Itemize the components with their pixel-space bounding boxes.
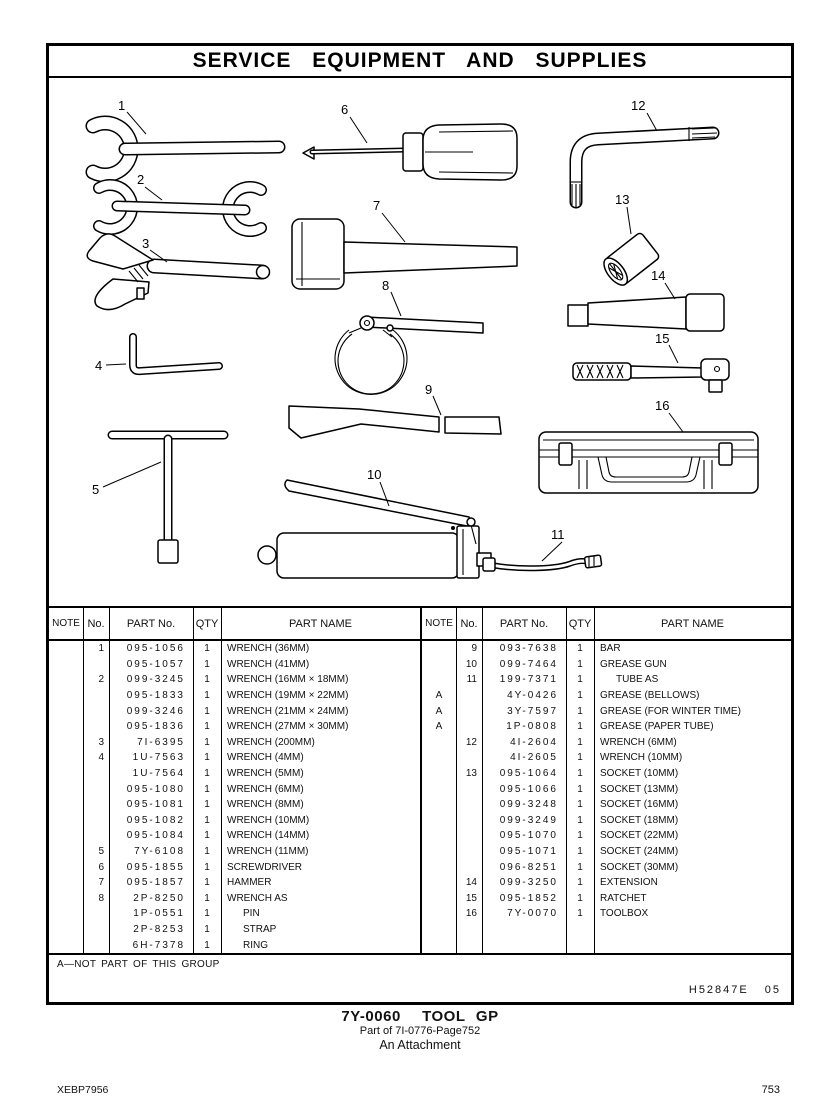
cell-qty: 1 xyxy=(577,705,583,717)
cell-no: 7 xyxy=(98,877,104,889)
table-row xyxy=(422,828,791,844)
cell-qty: 1 xyxy=(204,939,210,951)
table-row xyxy=(422,672,791,688)
cell-part-no: 095-1857 xyxy=(126,877,185,889)
figure-double-open-end-wrench xyxy=(99,172,261,231)
cell-part-name: GREASE (BELLOWS) xyxy=(600,690,700,702)
cell-part-name: WRENCH (27MM × 30MM) xyxy=(227,721,349,733)
table-row xyxy=(49,813,420,829)
table-row xyxy=(49,922,420,938)
footnote-area xyxy=(49,955,791,1002)
cell-part-no: 1U-7564 xyxy=(132,768,185,780)
figure-toolbox xyxy=(539,398,758,493)
figure-filter-wrench xyxy=(335,278,483,394)
cell-qty: 1 xyxy=(204,768,210,780)
figure-bar xyxy=(289,382,501,438)
cell-part-name: WRENCH (21MM × 24MM) xyxy=(227,705,349,717)
table-row xyxy=(422,750,791,766)
table-row xyxy=(49,828,420,844)
cell-no: 15 xyxy=(465,892,477,904)
table-row xyxy=(422,657,791,673)
cell-qty: 1 xyxy=(204,705,210,717)
doc-reference xyxy=(689,984,781,996)
callout-4-label: 4 xyxy=(95,358,103,373)
figure-grease-tube xyxy=(483,527,602,571)
cell-qty: 1 xyxy=(577,736,583,748)
cell-part-no: 095-1836 xyxy=(126,721,185,733)
cell-part-no: 095-1081 xyxy=(126,799,185,811)
cell-qty: 1 xyxy=(577,877,583,889)
cell-part-no: 099-3250 xyxy=(499,877,558,889)
cell-part-no: 1P-0551 xyxy=(133,908,185,920)
callout-9-leader xyxy=(433,396,441,415)
cell-note: A xyxy=(435,705,443,717)
callout-13-label: 13 xyxy=(615,192,630,207)
table-header xyxy=(49,608,420,641)
cell-qty: 1 xyxy=(204,799,210,811)
callout-16-leader xyxy=(669,413,683,432)
cell-part-no: 1U-7563 xyxy=(132,752,185,764)
col-no: No. xyxy=(460,617,478,630)
table-row xyxy=(422,844,791,860)
cell-qty: 1 xyxy=(577,830,583,842)
callout-4-leader xyxy=(106,364,126,365)
cell-part-no: 095-1080 xyxy=(126,783,185,795)
form-number: XEBP7956 xyxy=(57,1084,109,1096)
cell-part-no: 095-1071 xyxy=(499,846,558,858)
cell-qty: 1 xyxy=(204,877,210,889)
cell-part-name: STRAP xyxy=(243,923,277,935)
callout-8-leader xyxy=(391,292,401,316)
table-row xyxy=(49,703,420,719)
cell-part-name: SOCKET (13MM) xyxy=(600,783,679,795)
cell-part-name: WRENCH (41MM) xyxy=(227,658,310,670)
cell-qty: 1 xyxy=(577,892,583,904)
callout-12-leader xyxy=(647,113,657,131)
cell-qty: 1 xyxy=(577,846,583,858)
cell-part-name: SOCKET (16MM) xyxy=(600,799,679,811)
cell-part-no: 7Y-6108 xyxy=(134,846,185,858)
cell-part-name: GREASE (PAPER TUBE) xyxy=(600,721,714,733)
cell-no: 11 xyxy=(466,674,477,686)
cell-qty: 1 xyxy=(577,674,583,686)
cell-qty: 1 xyxy=(577,690,583,702)
table-row xyxy=(49,766,420,782)
callout-16-label: 16 xyxy=(655,398,670,413)
cell-part-no: 4Y-0426 xyxy=(507,690,558,702)
tool-illustrations xyxy=(49,76,791,606)
cell-part-name: SOCKET (22MM) xyxy=(600,830,679,842)
cell-part-name: BAR xyxy=(600,643,621,655)
cell-part-name: WRENCH (6MM) xyxy=(600,736,677,748)
figure-caption xyxy=(0,1008,840,1052)
cell-part-no: 199-7371 xyxy=(499,674,558,686)
col-part-no: PART No. xyxy=(499,617,549,630)
table-row xyxy=(49,750,420,766)
caption-subtitle: Part of 7I-0776-Page752 xyxy=(359,1025,481,1038)
cell-part-no: 095-1082 xyxy=(126,814,185,826)
table-row xyxy=(49,657,420,673)
parts-table-left xyxy=(49,608,420,953)
callout-6-leader xyxy=(350,117,367,143)
cell-part-no: 099-3245 xyxy=(126,674,185,686)
cell-no: 2 xyxy=(98,674,104,686)
cell-part-no: 4I-2604 xyxy=(510,736,558,748)
cell-qty: 1 xyxy=(577,768,583,780)
cell-part-name: WRENCH (19MM × 22MM) xyxy=(227,690,349,702)
figure-hammer xyxy=(292,198,517,289)
col-qty: QTY xyxy=(568,617,592,630)
callout-9-label: 9 xyxy=(425,382,433,397)
cell-part-no: 1P-0808 xyxy=(506,721,558,733)
callout-12-label: 12 xyxy=(631,98,646,113)
cell-part-name: PIN xyxy=(243,908,260,920)
cell-part-no: 7Y-0070 xyxy=(507,908,558,920)
table-row xyxy=(49,781,420,797)
cell-part-name: SOCKET (10MM) xyxy=(600,768,679,780)
cell-qty: 1 xyxy=(204,690,210,702)
callout-3-label: 3 xyxy=(142,236,150,251)
callout-15-leader xyxy=(669,345,678,363)
table-row xyxy=(422,688,791,704)
table-row xyxy=(49,875,420,891)
table-row xyxy=(422,797,791,813)
cell-qty: 1 xyxy=(577,799,583,811)
callout-5-label: 5 xyxy=(92,482,100,497)
cell-qty: 1 xyxy=(204,674,210,686)
table-row xyxy=(49,672,420,688)
table-row xyxy=(49,844,420,860)
table-row xyxy=(422,766,791,782)
cell-part-name: WRENCH (5MM) xyxy=(227,768,304,780)
cell-no: 10 xyxy=(465,658,477,670)
cell-note: A xyxy=(435,690,443,702)
cell-part-name: WRENCH (200MM) xyxy=(227,736,315,748)
cell-qty: 1 xyxy=(204,830,210,842)
table-row xyxy=(422,719,791,735)
table-row xyxy=(422,813,791,829)
cell-part-name: WRENCH (8MM) xyxy=(227,799,304,811)
col-part-no: PART No. xyxy=(126,617,176,630)
callout-7-label: 7 xyxy=(373,198,381,213)
cell-part-no: 099-3246 xyxy=(126,705,185,717)
callout-2-label: 2 xyxy=(137,172,145,187)
cell-no: 14 xyxy=(465,877,477,889)
table-row xyxy=(422,703,791,719)
cell-no: 9 xyxy=(471,643,477,655)
callout-1-label: 1 xyxy=(118,98,126,113)
cell-no: 3 xyxy=(98,736,104,748)
callout-5-leader xyxy=(103,462,161,487)
cell-part-no: 099-3249 xyxy=(499,814,558,826)
cell-part-name: GREASE (FOR WINTER TIME) xyxy=(600,705,741,717)
cell-qty: 1 xyxy=(204,736,210,748)
cell-part-name: WRENCH (14MM) xyxy=(227,830,310,842)
cell-part-no: 7I-6395 xyxy=(137,736,185,748)
cell-part-no: 2P-8253 xyxy=(133,923,185,935)
cell-part-name: WRENCH (10MM) xyxy=(227,814,310,826)
cell-qty: 1 xyxy=(577,908,583,920)
cell-part-no: 4I-2605 xyxy=(510,752,558,764)
cell-qty: 1 xyxy=(204,783,210,795)
cell-part-name: GREASE GUN xyxy=(600,658,667,670)
table-row xyxy=(49,719,420,735)
cell-part-name: SCREWDRIVER xyxy=(227,861,303,873)
cell-no: 16 xyxy=(465,908,477,920)
title-band xyxy=(49,46,791,78)
table-row xyxy=(49,641,420,657)
cell-part-name: WRENCH (11MM) xyxy=(227,846,309,858)
figure-adjustable-wrench xyxy=(87,234,269,310)
cell-part-no: 095-1066 xyxy=(499,783,558,795)
figure-screwdriver xyxy=(303,102,517,180)
cell-part-name: WRENCH AS xyxy=(227,892,288,904)
parts-table-right xyxy=(420,608,791,953)
cell-note: A xyxy=(435,721,443,733)
cell-qty: 1 xyxy=(204,846,210,858)
cell-part-no: 095-1833 xyxy=(126,690,185,702)
cell-part-no: 099-3248 xyxy=(499,799,558,811)
cell-qty: 1 xyxy=(204,908,210,920)
cell-part-no: 099-7464 xyxy=(499,658,558,670)
parts-table xyxy=(49,606,791,955)
figure-spline-key xyxy=(570,98,717,207)
caption-title: 7Y-0060 TOOL GP xyxy=(341,1008,499,1025)
col-part-name: PART NAME xyxy=(661,617,724,630)
cell-part-no: 2P-8250 xyxy=(133,892,185,904)
footnote: A—NOT PART OF THIS GROUP xyxy=(57,959,220,970)
cell-part-no: 095-1084 xyxy=(126,830,185,842)
table-row xyxy=(422,891,791,907)
cell-qty: 1 xyxy=(577,783,583,795)
figure-t-handle-wrench xyxy=(92,435,224,563)
caption-attachment: An Attachment xyxy=(379,1037,461,1052)
cell-part-no: 095-1855 xyxy=(126,861,185,873)
cell-qty: 1 xyxy=(204,643,210,655)
callout-14-leader xyxy=(665,283,675,299)
callout-13-leader xyxy=(627,207,631,234)
cell-part-name: SOCKET (24MM) xyxy=(600,846,679,858)
callout-11-leader xyxy=(542,542,562,561)
doc-number: 05 xyxy=(764,984,781,996)
page-title: SERVICE EQUIPMENT AND SUPPLIES xyxy=(192,49,648,72)
table-row xyxy=(49,797,420,813)
callout-10-label: 10 xyxy=(367,467,382,482)
cell-part-no: 096-8251 xyxy=(499,861,558,873)
cell-part-no: 095-1852 xyxy=(499,892,558,904)
cell-part-no: 095-1070 xyxy=(499,830,558,842)
cell-part-no: 095-1064 xyxy=(499,768,558,780)
cell-part-name: WRENCH (4MM) xyxy=(227,752,304,764)
table-row xyxy=(422,735,791,751)
cell-qty: 1 xyxy=(577,752,583,764)
cell-part-name: TOOLBOX xyxy=(600,908,649,920)
page-border-box xyxy=(46,43,794,1005)
col-no: No. xyxy=(87,617,105,630)
cell-no: 5 xyxy=(98,846,104,858)
cell-no: 8 xyxy=(98,892,104,904)
cell-qty: 1 xyxy=(204,814,210,826)
table-row xyxy=(49,937,420,953)
figure-grease-gun xyxy=(258,467,491,578)
table-row xyxy=(49,906,420,922)
cell-qty: 1 xyxy=(204,752,210,764)
cell-qty: 1 xyxy=(204,892,210,904)
cell-qty: 1 xyxy=(577,814,583,826)
cell-part-no: 3Y-7597 xyxy=(507,705,558,717)
table-row xyxy=(49,859,420,875)
cell-qty: 1 xyxy=(577,861,583,873)
cell-part-name: SOCKET (18MM) xyxy=(600,814,679,826)
callout-7-leader xyxy=(382,213,405,242)
cell-no: 1 xyxy=(98,643,104,655)
cell-no: 13 xyxy=(465,768,477,780)
cell-qty: 1 xyxy=(204,923,210,935)
callout-6-label: 6 xyxy=(341,102,349,117)
figure-hex-key xyxy=(95,337,219,373)
table-row xyxy=(49,735,420,751)
table-row xyxy=(422,875,791,891)
cell-no: 12 xyxy=(465,736,477,748)
cell-no: 6 xyxy=(98,861,104,873)
cell-part-name: WRENCH (16MM × 18MM) xyxy=(227,674,349,686)
callout-14-label: 14 xyxy=(651,268,666,283)
callout-8-label: 8 xyxy=(382,278,390,293)
table-row xyxy=(422,859,791,875)
table-row xyxy=(422,641,791,657)
cell-no: 4 xyxy=(98,752,104,764)
doc-code: H52847E xyxy=(688,984,749,996)
col-part-name: PART NAME xyxy=(289,617,352,630)
cell-part-name: RING xyxy=(243,939,268,951)
cell-part-no: 095-1057 xyxy=(126,658,185,670)
cell-part-name: TUBE AS xyxy=(616,674,659,686)
cell-qty: 1 xyxy=(577,721,583,733)
cell-part-no: 095-1056 xyxy=(126,643,185,655)
cell-part-name: WRENCH (36MM) xyxy=(227,643,310,655)
figure-open-end-wrench xyxy=(93,98,279,175)
table-row xyxy=(49,688,420,704)
table-row xyxy=(422,906,791,922)
callout-15-label: 15 xyxy=(655,331,670,346)
cell-qty: 1 xyxy=(204,861,210,873)
cell-part-name: SOCKET (30MM) xyxy=(600,861,679,873)
figure-extension xyxy=(568,268,724,331)
col-qty: QTY xyxy=(195,617,219,630)
callout-2-leader xyxy=(145,187,162,200)
cell-qty: 1 xyxy=(204,658,210,670)
callout-11-label: 11 xyxy=(551,527,565,542)
figure-ratchet xyxy=(573,331,729,392)
page-number: 753 xyxy=(761,1084,780,1096)
cell-qty: 1 xyxy=(204,721,210,733)
cell-part-no: 093-7638 xyxy=(499,643,558,655)
cell-part-name: EXTENSION xyxy=(600,877,658,889)
cell-qty: 1 xyxy=(577,658,583,670)
cell-qty: 1 xyxy=(577,643,583,655)
col-note: NOTE xyxy=(52,618,80,629)
table-row xyxy=(49,891,420,907)
cell-part-name: WRENCH (10MM) xyxy=(600,752,683,764)
table-header xyxy=(422,608,791,641)
col-note: NOTE xyxy=(425,618,453,629)
cell-part-name: RATCHET xyxy=(600,892,647,904)
cell-part-name: WRENCH (6MM) xyxy=(227,783,304,795)
cell-part-no: 6H-7378 xyxy=(132,939,185,951)
table-row xyxy=(422,781,791,797)
cell-part-name: HAMMER xyxy=(227,877,272,889)
